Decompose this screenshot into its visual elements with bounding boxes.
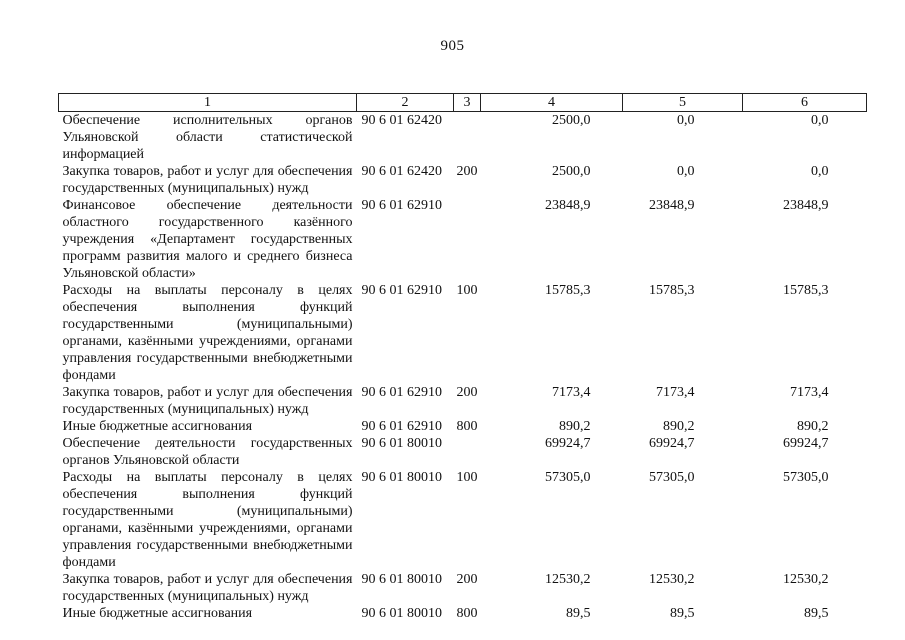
table-row [59,384,867,418]
row-value-col4: 2500,0 [552,164,591,179]
row-expense-type [454,435,481,469]
row-value-col4: 23848,9 [545,198,591,213]
row-value-col4: 69924,7 [545,436,591,451]
row-name: Обеспечение исполнительных органов Ульяновской области статистической информацией [62,113,353,162]
table-row [59,469,867,571]
row-value-col5: 57305,0 [649,470,695,485]
row-value-col6: 0,0 [811,164,829,179]
header-col-3: 3 [454,94,481,112]
row-expense-type [454,112,481,164]
row-target-article: 90 6 01 62420 [361,164,442,179]
row-target-article: 90 6 01 62420 [361,113,442,128]
row-name: Финансовое обеспечение деятельности областного государственного казённого учреждения «Департамент государственных программ развития малого и среднего бизнеса Ульяновской области» [62,198,353,281]
row-target-article: 90 6 01 62910 [361,198,442,213]
row-target-article: 90 6 01 62910 [361,419,442,434]
row-name: Обеспечение деятельности государственных органов Ульяновской области [62,436,353,468]
page-number: 905 [440,38,465,54]
table-row [59,112,867,164]
row-target-article: 90 6 01 62910 [361,385,442,400]
row-target-article: 90 6 01 80010 [361,436,442,451]
row-value-col6: 57305,0 [783,470,829,485]
row-value-col6: 0,0 [811,113,829,128]
row-target-article: 90 6 01 62910 [361,283,442,298]
row-name: Иные бюджетные ассигнования [62,606,253,621]
row-expense-type: 200 [456,572,478,587]
row-name: Закупка товаров, работ и услуг для обеспечения государственных (муниципальных) нужд [62,385,353,417]
row-value-col4: 15785,3 [545,283,591,298]
table-body [59,112,867,623]
row-target-article: 90 6 01 80010 [361,470,442,485]
row-target-article: 90 6 01 80010 [361,606,442,621]
row-value-col5: 89,5 [670,606,695,621]
table-row [59,605,867,622]
row-name: Иные бюджетные ассигнования [62,419,253,434]
row-expense-type: 200 [456,164,478,179]
row-name: Закупка товаров, работ и услуг для обеспечения государственных (муниципальных) нужд [62,164,353,196]
table-row [59,163,867,197]
table-header [59,94,867,112]
row-value-col4: 2500,0 [552,113,591,128]
row-name: Закупка товаров, работ и услуг для обеспечения государственных (муниципальных) нужд [62,572,353,604]
row-value-col6: 89,5 [804,606,829,621]
row-value-col4: 89,5 [566,606,591,621]
header-col-1: 1 [59,94,357,112]
row-expense-type: 800 [456,419,478,434]
header-row [59,94,867,112]
row-expense-type: 100 [456,470,478,485]
table-row [59,282,867,384]
row-value-col4: 12530,2 [545,572,591,587]
table-row [59,418,867,435]
row-value-col4: 57305,0 [545,470,591,485]
header-col-2: 2 [357,94,454,112]
row-value-col5: 23848,9 [649,198,695,213]
row-name: Расходы на выплаты персоналу в целях обеспечения выполнения функций государственными (муниципальными) органами, казёнными учреждениями, органами управления государственными внебюджетными фондами [62,283,353,383]
header-col-5: 5 [623,94,743,112]
row-expense-type: 100 [456,283,478,298]
row-value-col5: 0,0 [677,113,695,128]
budget-table [58,93,867,622]
row-value-col4: 890,2 [559,419,591,434]
table-row [59,197,867,282]
row-value-col4: 7173,4 [552,385,591,400]
row-value-col6: 7173,4 [790,385,829,400]
row-value-col5: 890,2 [663,419,695,434]
table-row [59,571,867,605]
header-col-4: 4 [481,94,623,112]
row-value-col5: 7173,4 [656,385,695,400]
row-value-col5: 69924,7 [649,436,695,451]
row-target-article: 90 6 01 80010 [361,572,442,587]
row-value-col6: 23848,9 [783,198,829,213]
row-expense-type: 200 [456,385,478,400]
row-value-col5: 0,0 [677,164,695,179]
row-name: Расходы на выплаты персоналу в целях обеспечения выполнения функций государственными (муниципальными) органами, казёнными учреждениями, органами управления государственными внебюджетными фондами [62,470,353,570]
header-col-6: 6 [743,94,867,112]
row-value-col6: 890,2 [797,419,829,434]
row-value-col6: 69924,7 [783,436,829,451]
row-expense-type: 800 [456,606,478,621]
row-value-col5: 12530,2 [649,572,695,587]
row-expense-type [454,197,481,282]
row-value-col5: 15785,3 [649,283,695,298]
row-value-col6: 15785,3 [783,283,829,298]
row-value-col6: 12530,2 [783,572,829,587]
table-row [59,435,867,469]
